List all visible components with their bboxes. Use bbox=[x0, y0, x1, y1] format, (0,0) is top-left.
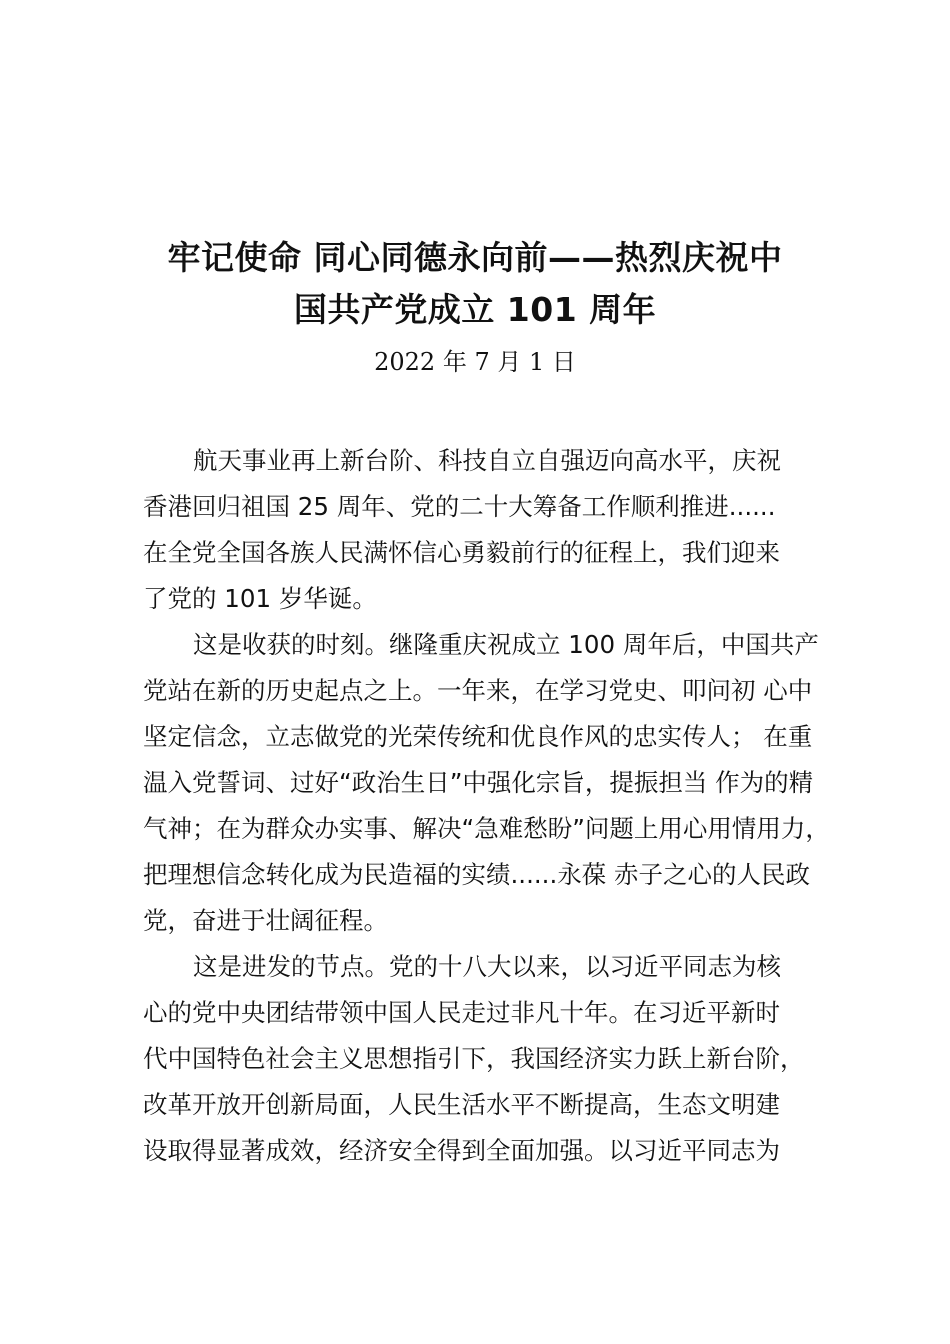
document-title bbox=[95, 232, 855, 336]
paragraph-line: 这是进发的节点。党的十八大以来，以习近平同志为核 bbox=[193, 952, 781, 981]
paragraph-line: 了党的 101 岁华诞。 bbox=[143, 584, 377, 613]
paragraph-line: 温入党誓词、过好“政治生日”中强化宗旨，提振担当 作为的精 bbox=[143, 768, 814, 797]
title-line-1: 牢记使命 同心同德永向前——热烈庆祝中 bbox=[167, 238, 783, 277]
document-date: 2022 年 7 月 1 日 bbox=[374, 348, 576, 376]
paragraph-line: 把理想信念转化成为民造福的实绩......永葆 赤子之心的人民政 bbox=[143, 860, 811, 889]
paragraph-line: 心的党中央团结带领中国人民走过非凡十年。在习近平新时 bbox=[143, 998, 780, 1027]
paragraph-line: 党，奋进于壮阔征程。 bbox=[143, 906, 388, 935]
paragraph-line: 代中国特色社会主义思想指引下，我国经济实力跃上新台阶， bbox=[143, 1044, 805, 1073]
paragraph-line: 气神；在为群众办实事、解决“急难愁盼”问题上用心用情用力， bbox=[143, 814, 830, 843]
document-body bbox=[143, 438, 828, 1174]
paragraph-line: 航天事业再上新台阶、科技自立自强迈向高水平，庆祝 bbox=[193, 446, 781, 475]
paragraph-line: 在全党全国各族人民满怀信心勇毅前行的征程上，我们迎来 bbox=[143, 538, 780, 567]
paragraph-line: 香港回归祖国 25 周年、党的二十大筹备工作顺利推进...... bbox=[143, 492, 776, 521]
paragraph-line: 改革开放开创新局面，人民生活水平不断提高，生态文明建 bbox=[143, 1090, 780, 1119]
paragraph-line: 这是收获的时刻。继隆重庆祝成立 100 周年后，中国共产 bbox=[193, 630, 819, 659]
title-line-2: 国共产党成立 101 周年 bbox=[293, 290, 657, 329]
paragraph-line: 设取得显著成效，经济安全得到全面加强。以习近平同志为 bbox=[143, 1136, 780, 1165]
paragraph-line: 党站在新的历史起点之上。一年来，在学习党史、叩问初 心中 bbox=[143, 676, 813, 705]
paragraph-line: 坚定信念，立志做党的光荣传统和优良作风的忠实传人； 在重 bbox=[143, 722, 813, 751]
